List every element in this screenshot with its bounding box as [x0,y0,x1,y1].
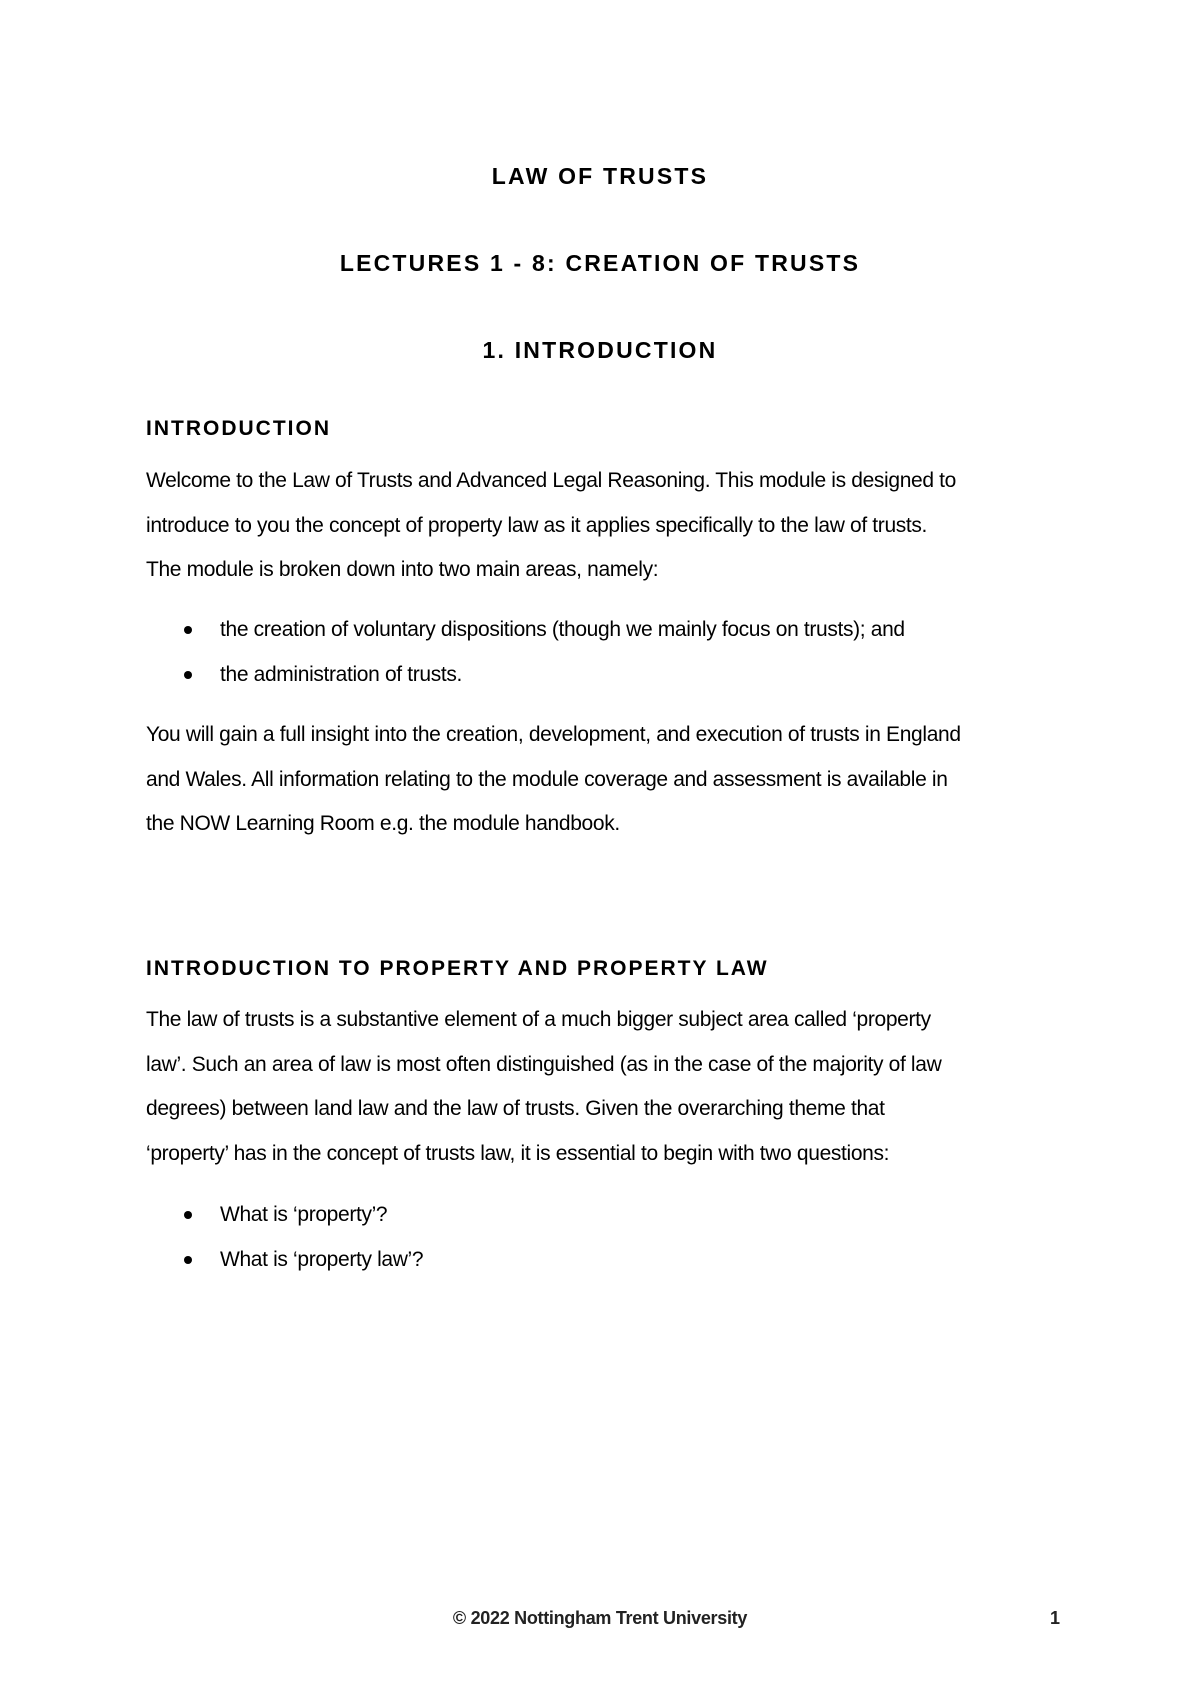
document-title: LAW OF TRUSTS [491,163,709,189]
bullet-icon [184,671,192,679]
section-heading-property-law: INTRODUCTION TO PROPERTY AND PROPERTY LAW [146,957,769,980]
list-item-text: What is ‘property law’? [220,1248,424,1271]
list-item [146,657,1076,702]
paragraph-line: You will gain a full insight into the creation, development, and execution of trusts in England [146,723,961,746]
intro-closing-paragraph [146,713,1076,847]
intro-bullet-list [146,612,1076,702]
list-item-text: the administration of trusts. [220,663,462,686]
paragraph-line: introduce to you the concept of property law as it applies specifically to the law of trusts. [146,513,928,537]
document-subtitle: LECTURES 1 - 8: CREATION OF TRUSTS [339,250,861,276]
bullet-icon [184,1256,192,1264]
page-number: 1 [1050,1608,1061,1628]
paragraph-line: law’. Such an area of law is most often distinguished (as in the case of the majority of law [146,1052,942,1076]
paragraph-line: and Wales. All information relating to the module coverage and assessment is available in [146,767,948,791]
list-item-text: the creation of voluntary dispositions (though we mainly focus on trusts); and [220,618,905,641]
paragraph-line: The module is broken down into two main areas, namely: [146,558,659,581]
list-item-text: What is ‘property’? [220,1203,388,1226]
bullet-icon [184,626,192,634]
paragraph-line: Welcome to the Law of Trusts and Advanced Legal Reasoning. This module is designed to [146,469,956,492]
paragraph-line: degrees) between land law and the law of trusts. Given the overarching theme that [146,1097,885,1120]
list-item [146,1242,1076,1287]
paragraph-line: ‘property’ has in the concept of trusts law, it is essential to begin with two questions: [146,1141,890,1165]
chapter-heading: 1. INTRODUCTION [482,337,718,363]
list-item [146,612,1076,657]
property-paragraph [146,998,1076,1176]
list-item [146,1197,1076,1242]
section-heading-introduction: INTRODUCTION [146,417,331,440]
intro-paragraph [146,459,1076,593]
bullet-icon [184,1211,192,1219]
paragraph-line: The law of trusts is a substantive element of a much bigger subject area called ‘property [146,1008,931,1031]
footer-copyright: © 2022 Nottingham Trent University [452,1608,748,1628]
property-bullet-list [146,1197,1076,1287]
paragraph-line: the NOW Learning Room e.g. the module handbook. [146,812,620,835]
